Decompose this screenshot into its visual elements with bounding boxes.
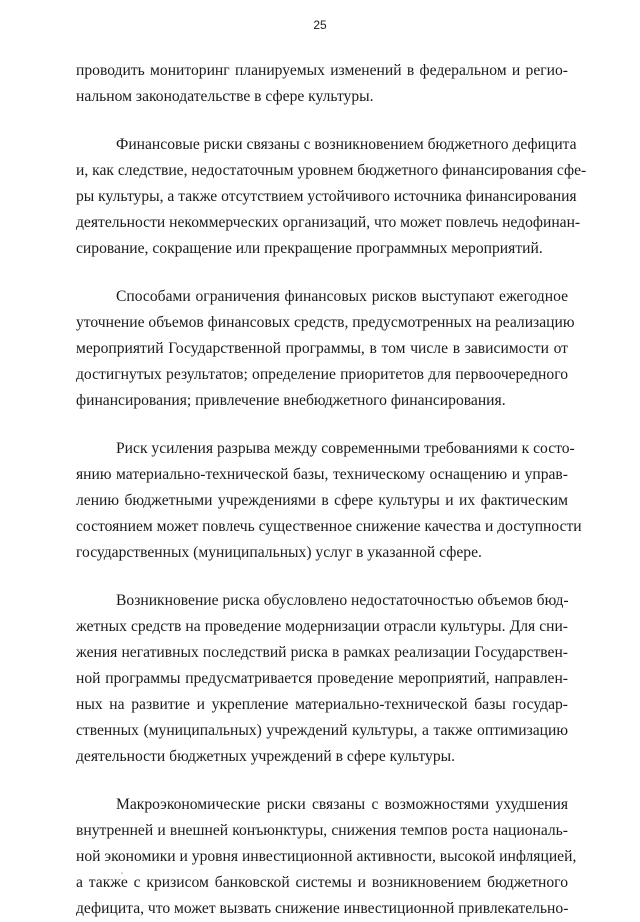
scan-speck [121, 872, 123, 874]
text-line: лению бюджетными учреждениями в сфере культуры и их фактическим [76, 492, 568, 509]
paragraph-modernization [76, 588, 568, 770]
text-line: дефицита, что может вызвать снижение инвестиционной привлекательно- [76, 900, 569, 917]
paragraph-financial-risks [76, 132, 587, 262]
body-text [76, 58, 587, 922]
page-number: 25 [313, 18, 327, 32]
text-line: проводить мониторинг планируемых изменений в федеральном и регио- [76, 62, 568, 79]
text-line: нальном законодательстве в сфере культуры. [76, 88, 374, 105]
text-line: Макроэкономические риски связаны с возможностями ухудшения [116, 796, 568, 813]
text-line: и, как следствие, недостаточным уровнем бюджетного финансирования сфе- [76, 162, 587, 179]
text-line: внутренней и внешней конъюнктуры, снижения темпов роста националь- [76, 822, 568, 839]
text-line: Риск усиления разрыва между современными требованиями к состо- [116, 440, 575, 457]
text-line: Возникновение риска обусловлено недостаточностью объемов бюд- [116, 592, 569, 609]
text-line: финансирования; привлечение внебюджетного финансирования. [76, 392, 506, 409]
paragraph-macroeconomic-risks [76, 792, 577, 922]
paragraph-material-base-risk [76, 436, 582, 566]
text-line: сирование, сокращение или прекращение программных мероприятий. [76, 240, 543, 257]
text-line: состоянием может повлечь существенное снижение качества и доступности [76, 518, 582, 535]
text-line: янию материально-технической базы, техническому оснащению и управ- [76, 466, 568, 483]
text-line: ственных (муниципальных) учреждений культуры, а также оптимизацию [76, 722, 568, 739]
paragraph-risk-mitigation [76, 284, 575, 414]
text-line: деятельности бюджетных учреждений в сфере культуры. [76, 748, 455, 765]
text-line: деятельности некоммерческих организаций, что может повлечь недофинан- [76, 214, 581, 231]
text-line: а также с кризисом банковской системы и возникновением бюджетного [76, 874, 568, 891]
text-line: жения негативных последствий риска в рамках реализации Государствен- [76, 644, 568, 661]
text-line: государственных (муниципальных) услуг в указанной сфере. [76, 544, 482, 561]
text-line: жетных средств на проведение модернизации отрасли культуры. Для сни- [76, 618, 568, 635]
text-line: достигнутых результатов; определение приоритетов для первоочередного [76, 366, 568, 383]
text-line: уточнение объемов финансовых средств, предусмотренных на реализацию [76, 314, 575, 331]
paragraph-monitoring [76, 58, 568, 110]
text-line: мероприятий Государственной программы, в том числе в зависимости от [76, 340, 568, 357]
text-line: ры культуры, а также отсутствием устойчивого источника финансирования [76, 188, 577, 205]
text-line: Способами ограничения финансовых рисков выступают ежегодное [116, 288, 568, 305]
text-line: ной программы предусматривается проведение мероприятий, направлен- [76, 670, 568, 687]
text-line: ной экономики и уровня инвестиционной активности, высокой инфляцией, [76, 848, 577, 865]
text-line: ных на развитие и укрепление материально-технической базы государ- [76, 696, 568, 713]
text-line: Финансовые риски связаны с возникновением бюджетного дефицита [116, 136, 577, 153]
